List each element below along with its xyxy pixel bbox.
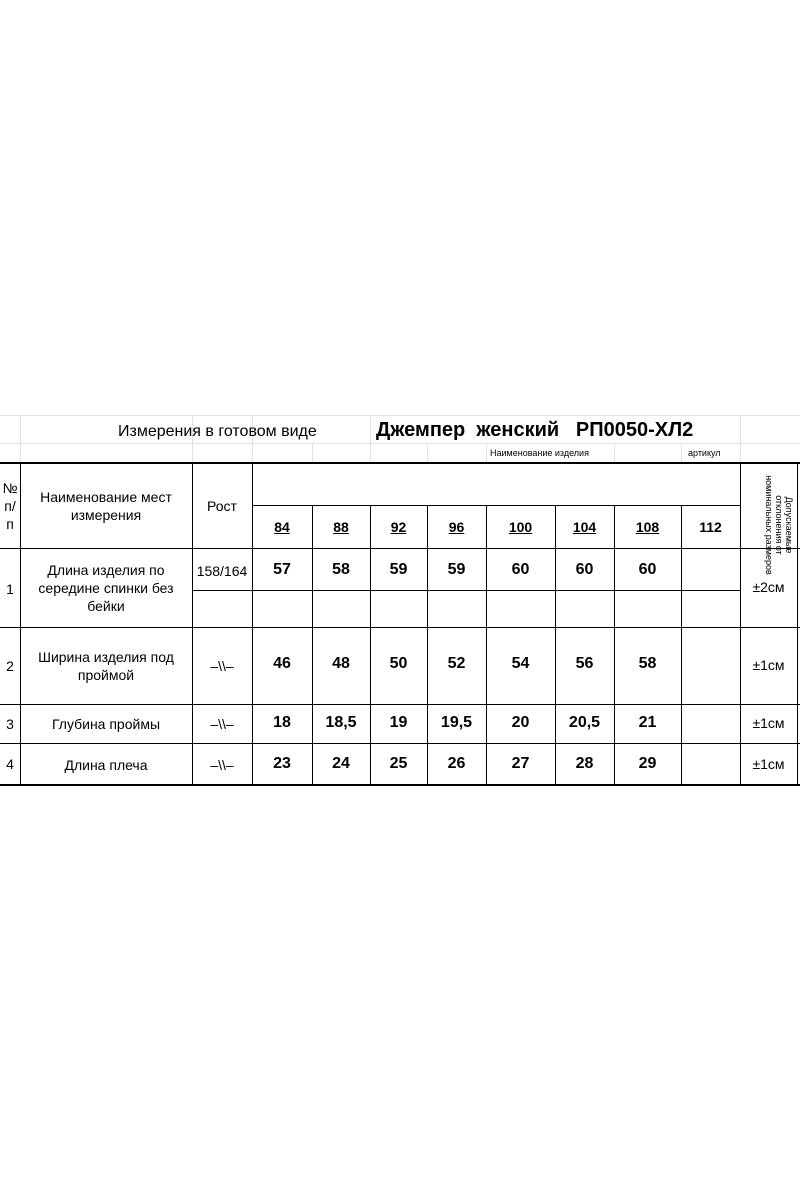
- row-1-height: 158/164: [196, 563, 248, 579]
- row-4-height: –\\–: [210, 757, 234, 773]
- row-4-size-104: 28: [575, 755, 594, 772]
- row-2-name: Ширина изделия под проймой: [38, 649, 174, 683]
- row-2-height: –\\–: [210, 658, 234, 674]
- table-border: [0, 784, 800, 786]
- row-1-size-92: 59: [389, 561, 408, 578]
- grid-line: [486, 443, 487, 463]
- table-border: [486, 505, 487, 785]
- row-2-size-104: 56: [575, 655, 594, 672]
- article-caption: артикул: [688, 448, 721, 458]
- row-4-name: Длина плеча: [64, 757, 148, 773]
- grid-line: [740, 415, 741, 463]
- row-1-tolerance: ±2см: [752, 579, 785, 595]
- row-2-size-108: 58: [638, 655, 657, 672]
- row-4-size-96: 26: [447, 755, 466, 772]
- product-name-caption: Наименование изделия: [490, 448, 589, 458]
- grid-line: [681, 443, 682, 463]
- grid-line: [20, 415, 21, 463]
- size-header-88: 88: [333, 519, 349, 535]
- column-header-tolerance: Допускаемые отклонения от номинальных размеров: [764, 475, 794, 575]
- table-border: [0, 627, 800, 628]
- table-border: [555, 505, 556, 785]
- row-2-size-84: 46: [273, 655, 291, 672]
- row-2-size-92: 50: [389, 655, 408, 672]
- row-3-size-108: 21: [638, 714, 657, 731]
- table-border: [0, 462, 800, 464]
- size-header-100: 100: [508, 519, 533, 535]
- row-3-name: Глубина проймы: [51, 716, 161, 732]
- row-1-size-108: 60: [638, 561, 657, 578]
- row-1-size-84: 57: [273, 561, 291, 578]
- size-header-84: 84: [274, 519, 290, 535]
- row-2-size-100: 54: [511, 655, 530, 672]
- table-border: [192, 590, 740, 591]
- row-3-tolerance: ±1см: [752, 715, 785, 731]
- product-title: Джемпер женский РП0050-ХЛ2: [376, 419, 694, 441]
- row-3-size-88: 18,5: [325, 714, 357, 731]
- row-4-size-100: 27: [511, 755, 530, 772]
- table-border: [370, 505, 371, 785]
- row-3-size-96: 19,5: [440, 714, 473, 731]
- column-header-height: Рост: [207, 498, 237, 514]
- size-header-104: 104: [572, 519, 597, 535]
- row-4-size-84: 23: [273, 755, 291, 772]
- row-4-number: 4: [6, 756, 14, 772]
- row-1-name: Длина изделия по середине спинки без бейки: [38, 562, 174, 614]
- grid-line: [614, 443, 615, 463]
- row-4-tolerance: ±1см: [752, 756, 785, 772]
- table-border: [20, 463, 21, 785]
- row-1-size-100: 60: [511, 561, 530, 578]
- column-header-number: № п/ п: [2, 480, 18, 532]
- row-2-size-88: 48: [332, 655, 350, 672]
- row-3-number: 3: [6, 716, 14, 732]
- grid-line: [312, 443, 313, 463]
- row-3-height: –\\–: [210, 716, 234, 732]
- measurements-label: Измерения в готовом виде: [118, 423, 317, 440]
- grid-line: [0, 415, 800, 416]
- row-1-size-88: 58: [332, 561, 350, 578]
- grid-line: [427, 443, 428, 463]
- table-border: [797, 463, 798, 785]
- table-border: [0, 548, 800, 549]
- row-1-size-104: 60: [575, 561, 594, 578]
- size-header-112: 112: [699, 519, 722, 535]
- table-border: [312, 505, 313, 785]
- size-header-96: 96: [448, 519, 465, 535]
- table-border: [252, 463, 253, 785]
- table-border: [740, 463, 741, 785]
- table-border: [0, 743, 800, 744]
- grid-line: [370, 415, 371, 463]
- table-border: [0, 704, 800, 705]
- row-1-number: 1: [6, 581, 14, 597]
- row-3-size-104: 20,5: [568, 714, 601, 731]
- table-border: [614, 505, 615, 785]
- size-header-92: 92: [390, 519, 407, 535]
- table-border: [681, 505, 682, 785]
- row-2-size-96: 52: [447, 655, 466, 672]
- row-2-number: 2: [6, 658, 14, 674]
- table-border: [427, 505, 428, 785]
- column-header-measurement-place: Наименование мест измерения: [40, 489, 172, 523]
- row-2-tolerance: ±1см: [752, 657, 785, 673]
- row-4-size-88: 24: [332, 755, 350, 772]
- row-3-size-92: 19: [389, 714, 408, 731]
- row-4-size-92: 25: [389, 755, 408, 772]
- row-4-size-108: 29: [638, 755, 657, 772]
- grid-line: [0, 443, 800, 444]
- row-3-size-100: 20: [511, 714, 530, 731]
- row-1-size-96: 59: [447, 561, 466, 578]
- table-border: [252, 505, 740, 506]
- row-3-size-84: 18: [273, 714, 291, 731]
- size-header-108: 108: [635, 519, 660, 535]
